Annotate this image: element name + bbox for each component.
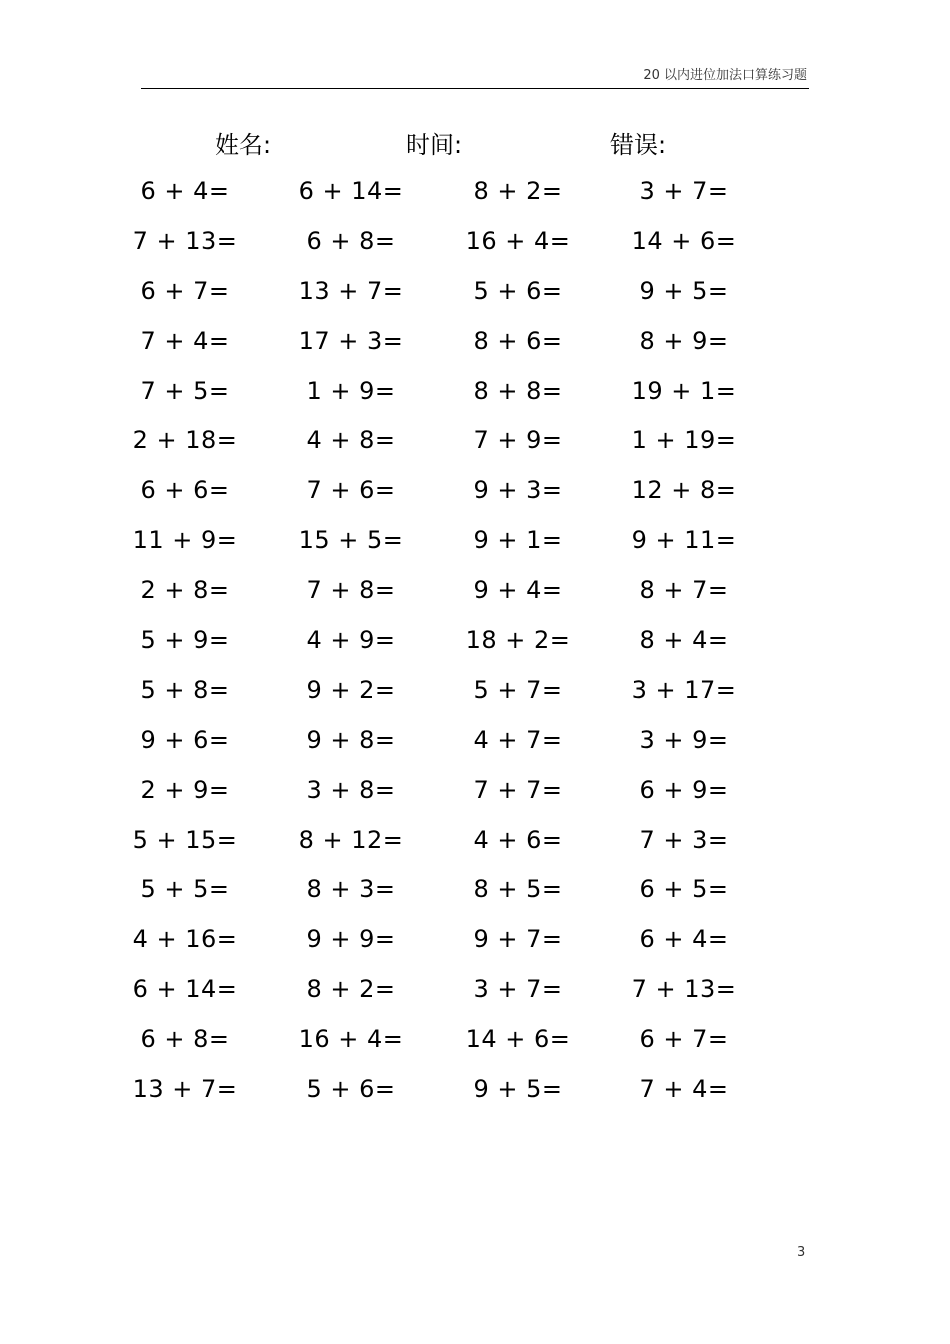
arithmetic-problem: 9 + 7= bbox=[473, 925, 563, 954]
arithmetic-problem: 3 + 7= bbox=[639, 177, 729, 205]
problem-row bbox=[0, 417, 950, 467]
arithmetic-problem: 11 + 9= bbox=[132, 526, 238, 555]
arithmetic-problem: 8 + 5= bbox=[473, 875, 563, 904]
arithmetic-problem: 9 + 3= bbox=[473, 476, 563, 505]
errors-label: 错误: bbox=[610, 131, 667, 159]
page-number: 3 bbox=[797, 1245, 806, 1260]
arithmetic-problem: 5 + 9= bbox=[140, 626, 230, 655]
arithmetic-problem: 8 + 2= bbox=[473, 177, 563, 205]
problem-row bbox=[0, 817, 950, 867]
arithmetic-problem: 9 + 11= bbox=[631, 526, 737, 555]
problem-grid bbox=[0, 168, 950, 1116]
arithmetic-problem: 3 + 8= bbox=[306, 775, 396, 804]
name-label: 姓名: bbox=[215, 131, 272, 159]
arithmetic-problem: 7 + 4= bbox=[140, 326, 230, 355]
arithmetic-problem: 5 + 6= bbox=[473, 276, 563, 305]
arithmetic-problem: 5 + 5= bbox=[140, 875, 230, 904]
arithmetic-problem: 8 + 9= bbox=[639, 326, 729, 355]
arithmetic-problem: 13 + 7= bbox=[298, 276, 404, 305]
problem-row bbox=[0, 467, 950, 517]
arithmetic-problem: 8 + 6= bbox=[473, 326, 563, 355]
arithmetic-problem: 8 + 4= bbox=[639, 626, 729, 655]
arithmetic-problem: 9 + 5= bbox=[473, 1075, 563, 1104]
arithmetic-problem: 4 + 9= bbox=[306, 626, 396, 655]
arithmetic-problem: 6 + 8= bbox=[306, 226, 396, 255]
arithmetic-problem: 6 + 9= bbox=[639, 775, 729, 804]
arithmetic-problem: 2 + 9= bbox=[140, 775, 230, 804]
arithmetic-problem: 3 + 7= bbox=[473, 975, 563, 1004]
arithmetic-problem: 18 + 2= bbox=[465, 626, 571, 655]
arithmetic-problem: 14 + 6= bbox=[465, 1025, 571, 1054]
arithmetic-problem: 5 + 7= bbox=[473, 675, 563, 704]
arithmetic-problem: 8 + 3= bbox=[306, 875, 396, 904]
time-label: 时间: bbox=[406, 131, 463, 159]
arithmetic-problem: 7 + 5= bbox=[140, 376, 230, 405]
arithmetic-problem: 5 + 8= bbox=[140, 675, 230, 704]
problem-row bbox=[0, 617, 950, 667]
arithmetic-problem: 4 + 16= bbox=[132, 925, 238, 954]
problem-row bbox=[0, 717, 950, 767]
arithmetic-problem: 7 + 6= bbox=[306, 476, 396, 505]
problem-row bbox=[0, 268, 950, 318]
arithmetic-problem: 17 + 3= bbox=[298, 326, 404, 355]
problem-row bbox=[0, 318, 950, 368]
arithmetic-problem: 5 + 15= bbox=[132, 825, 238, 854]
arithmetic-problem: 9 + 2= bbox=[306, 675, 396, 704]
arithmetic-problem: 1 + 9= bbox=[306, 376, 396, 405]
arithmetic-problem: 6 + 4= bbox=[639, 925, 729, 954]
problem-row bbox=[0, 1016, 950, 1066]
problem-row bbox=[0, 168, 950, 218]
arithmetic-problem: 6 + 7= bbox=[140, 276, 230, 305]
arithmetic-problem: 12 + 8= bbox=[631, 476, 737, 505]
arithmetic-problem: 8 + 2= bbox=[306, 975, 396, 1004]
arithmetic-problem: 6 + 14= bbox=[132, 975, 238, 1004]
arithmetic-problem: 6 + 8= bbox=[140, 1025, 230, 1054]
arithmetic-problem: 13 + 7= bbox=[132, 1075, 238, 1104]
header-divider bbox=[141, 88, 809, 89]
problem-row bbox=[0, 1066, 950, 1116]
arithmetic-problem: 9 + 9= bbox=[306, 925, 396, 954]
arithmetic-problem: 3 + 9= bbox=[639, 725, 729, 754]
arithmetic-problem: 7 + 4= bbox=[639, 1075, 729, 1104]
arithmetic-problem: 7 + 9= bbox=[473, 426, 563, 455]
arithmetic-problem: 6 + 4= bbox=[140, 177, 230, 205]
problem-row bbox=[0, 966, 950, 1016]
arithmetic-problem: 19 + 1= bbox=[631, 376, 737, 405]
arithmetic-problem: 7 + 13= bbox=[631, 975, 737, 1004]
problem-row bbox=[0, 368, 950, 418]
arithmetic-problem: 7 + 3= bbox=[639, 825, 729, 854]
arithmetic-problem: 9 + 5= bbox=[639, 276, 729, 305]
arithmetic-problem: 6 + 7= bbox=[639, 1025, 729, 1054]
problem-row bbox=[0, 567, 950, 617]
arithmetic-problem: 2 + 18= bbox=[132, 426, 238, 455]
arithmetic-problem: 9 + 6= bbox=[140, 725, 230, 754]
arithmetic-problem: 8 + 7= bbox=[639, 576, 729, 605]
problem-row bbox=[0, 866, 950, 916]
arithmetic-problem: 9 + 4= bbox=[473, 576, 563, 605]
problem-row bbox=[0, 517, 950, 567]
arithmetic-problem: 6 + 6= bbox=[140, 476, 230, 505]
arithmetic-problem: 1 + 19= bbox=[631, 426, 737, 455]
arithmetic-problem: 8 + 8= bbox=[473, 376, 563, 405]
problem-row bbox=[0, 767, 950, 817]
arithmetic-problem: 7 + 7= bbox=[473, 775, 563, 804]
document-header-title: 20 以内进位加法口算练习题 bbox=[643, 68, 807, 83]
arithmetic-problem: 3 + 17= bbox=[631, 675, 737, 704]
arithmetic-problem: 7 + 8= bbox=[306, 576, 396, 605]
arithmetic-problem: 6 + 5= bbox=[639, 875, 729, 904]
arithmetic-problem: 6 + 14= bbox=[298, 177, 404, 205]
arithmetic-problem: 15 + 5= bbox=[298, 526, 404, 555]
arithmetic-problem: 9 + 1= bbox=[473, 526, 563, 555]
arithmetic-problem: 5 + 6= bbox=[306, 1075, 396, 1104]
arithmetic-problem: 14 + 6= bbox=[631, 226, 737, 255]
problem-row bbox=[0, 916, 950, 966]
arithmetic-problem: 7 + 13= bbox=[132, 226, 238, 255]
arithmetic-problem: 16 + 4= bbox=[298, 1025, 404, 1054]
arithmetic-problem: 16 + 4= bbox=[465, 226, 571, 255]
problem-row bbox=[0, 667, 950, 717]
arithmetic-problem: 8 + 12= bbox=[298, 825, 404, 854]
arithmetic-problem: 4 + 8= bbox=[306, 426, 396, 455]
arithmetic-problem: 9 + 8= bbox=[306, 725, 396, 754]
arithmetic-problem: 4 + 6= bbox=[473, 825, 563, 854]
arithmetic-problem: 4 + 7= bbox=[473, 725, 563, 754]
problem-row bbox=[0, 218, 950, 268]
arithmetic-problem: 2 + 8= bbox=[140, 576, 230, 605]
